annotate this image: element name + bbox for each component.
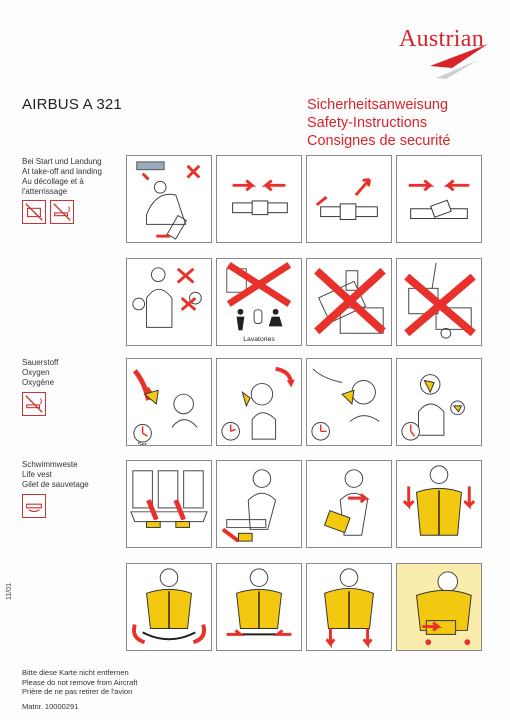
panel-oxygen-place-mask	[306, 358, 392, 446]
vest-under-seat-illustration	[127, 461, 211, 547]
panel-vest-open-pouch	[306, 460, 392, 548]
belt-close-illustration	[217, 156, 301, 242]
section-takeoff-de: Bei Start und Landung	[22, 157, 102, 166]
vest-tighten-strap-illustration	[217, 564, 301, 650]
vest-pull-out-illustration	[217, 461, 301, 547]
brand-name: Austrian	[398, 26, 484, 52]
title-de: Sicherheitsanweisung	[307, 97, 449, 113]
lavatory-no-smoking-illustration	[217, 259, 301, 345]
footer-fr: Prière de ne pas retirer de l'avion	[22, 687, 133, 696]
section-lifevest-fr: Gilet de sauvetage	[22, 480, 89, 489]
panel-no-radio-toys	[396, 258, 482, 346]
footer-de: Bitte diese Karte nicht entfernen	[22, 668, 129, 677]
no-radio-illustration	[397, 259, 481, 345]
panel-belt-close	[216, 155, 302, 243]
panel-vest-child	[396, 563, 482, 651]
section-takeoff-icons	[22, 200, 74, 224]
card-titles	[307, 96, 450, 150]
footer-notice	[22, 668, 137, 697]
oxygen-pull-mask-illustration	[217, 359, 301, 445]
austrian-logo-icon	[422, 38, 492, 82]
title-en: Safety-Instructions	[307, 115, 428, 131]
panel-seatbelt-fasten	[126, 155, 212, 243]
panel-vest-strap-around	[126, 563, 212, 651]
oxygen-place-mask-illustration	[307, 359, 391, 445]
footer-en: Please do not remove from Aircraft	[22, 677, 138, 687]
panel-belt-tighten	[306, 155, 392, 243]
lavatories-label: Lavatories	[243, 336, 275, 344]
panel-vest-under-seat	[126, 460, 212, 548]
passengers-no-smoking-illustration	[127, 259, 211, 345]
vest-strap-around-illustration	[127, 564, 211, 650]
vest-open-pouch-illustration	[307, 461, 391, 547]
section-lifevest-en: Life vest	[22, 470, 52, 479]
no-smoking-icon	[22, 392, 46, 416]
panel-oxygen-mask-drop	[126, 358, 212, 446]
panel-oxygen-help-child	[396, 358, 482, 446]
section-oxygen-label	[22, 358, 58, 388]
no-smoking-icon	[50, 200, 74, 224]
section-takeoff-en: At take-off and landing	[22, 167, 102, 176]
panel-vest-don	[396, 460, 482, 548]
panel-vest-tighten-strap	[216, 563, 302, 651]
section-oxygen-icons	[22, 392, 46, 416]
panel-lavatory-no-smoking	[216, 258, 302, 346]
section-lifevest-icons	[22, 494, 46, 518]
section-takeoff-label	[22, 157, 102, 197]
life-vest-under-seat-icon	[22, 494, 46, 518]
section-oxygen-en: Oxygen	[22, 368, 50, 377]
vest-don-illustration	[397, 461, 481, 547]
panel-belt-open	[396, 155, 482, 243]
section-oxygen-de: Sauerstoff	[22, 358, 59, 367]
no-devices-illustration	[307, 259, 391, 345]
no-electronics-icon	[22, 200, 46, 224]
aircraft-type: AIRBUS A 321	[22, 96, 122, 113]
title-fr: Consignes de securité	[307, 133, 451, 149]
timer-sec-label: Sec	[137, 441, 148, 445]
panel-oxygen-pull-mask	[216, 358, 302, 446]
section-takeoff-fr-1: Au décollage et à	[22, 177, 84, 186]
oxygen-mask-drop-illustration	[127, 359, 211, 445]
section-oxygen-fr: Oxygène	[22, 378, 55, 387]
vest-child-illustration	[397, 564, 481, 650]
section-takeoff-fr-2: l'atterrissage	[22, 187, 68, 196]
side-code: 11/01	[6, 583, 13, 600]
vest-inflate-illustration	[307, 564, 391, 650]
belt-open-illustration	[397, 156, 481, 242]
seat-occupant-illustration	[127, 156, 211, 242]
panel-vest-inflate	[306, 563, 392, 651]
panel-no-phones-laptops	[306, 258, 392, 346]
section-lifevest-de: Schwimmweste	[22, 460, 78, 469]
oxygen-help-child-illustration	[397, 359, 481, 445]
section-lifevest-label	[22, 460, 89, 490]
panel-no-smoking	[126, 258, 212, 346]
panel-vest-pull-out	[216, 460, 302, 548]
material-number: Matnr. 10000291	[22, 702, 79, 711]
belt-tighten-illustration	[307, 156, 391, 242]
